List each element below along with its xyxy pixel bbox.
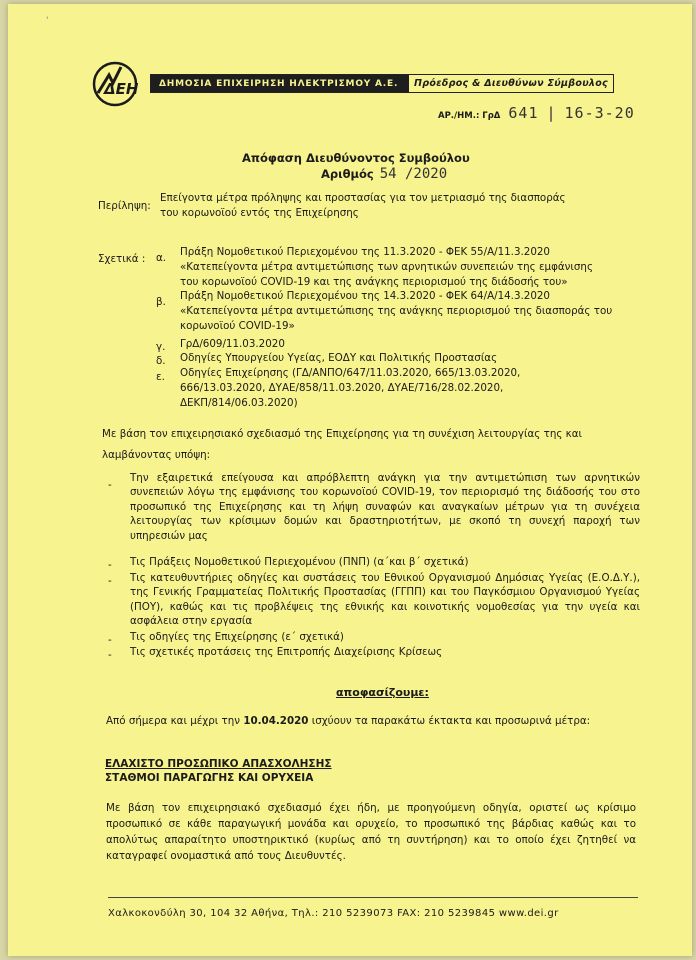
measures-intro-before: Από σήμερα και μέχρι την <box>106 715 244 727</box>
reference-line: κορωνοϊού COVID-19» <box>180 320 295 332</box>
reference-line: 666/13.03.2020, ΔΥΑΕ/858/11.03.2020, ΔΥΑΕ/716/28.02.2020, <box>180 382 504 394</box>
footer-divider <box>108 897 638 898</box>
reference-line: «Κατεπείγοντα μέτρα αντιμετώπισης της ανάγκης περιορισμού της διασποράς του <box>180 305 613 317</box>
decision-number-label: Αριθμός <box>321 167 374 181</box>
section-heading-minimum-staff: ΕΛΑΧΙΣΤΟ ΠΡΟΣΩΠΙΚΟ ΑΠΑΣΧΟΛΗΣΗΣ <box>105 758 332 770</box>
organization-name: ΔΗΜΟΣΙΑ ΕΠΙΧΕΙΡΗΣΗ ΗΛΕΚΤΡΙΣΜΟΥ Α.Ε. <box>151 75 409 92</box>
measures-intro-after: ισχύουν τα παρακάτω έκτακτα και προσωρινά μέτρα: <box>308 715 591 727</box>
reference-item <box>180 366 630 411</box>
reference-item <box>180 337 630 352</box>
reference-line: ΓρΔ/609/11.03.2020 <box>180 338 285 350</box>
reference-line: του κορωνοϊού COVID-19 και της ανάγκης περιορισμού της διάδοσής του» <box>180 276 568 288</box>
reference-letter: β. <box>156 296 166 308</box>
validity-date: 10.04.2020 <box>243 715 309 727</box>
decision-number-value: 54 /2020 <box>379 166 448 182</box>
logo-text: ΔΕΗ <box>104 80 139 98</box>
reference-line: Οδηγίες Υπουργείου Υγείας, ΕΟΔΥ και Πολιτικής Προστασίας <box>180 352 498 364</box>
summary-line: Επείγοντα μέτρα πρόληψης και προστασίας για τον μετριασμό της διασποράς <box>160 192 566 204</box>
staff-paragraph: Με βάση τον επιχειρησιακό σχεδιασμό έχει ήδη, με προηγούμενη οδηγία, οριστεί ως κρίσιμο προσωπικό σε κάθε παραγωγική μονάδα και ορυχείο, το προσωπικό της βάρδιας καθώς και το απολύτως απαραίτητο υποστηρικτικό (κυρίως από τη συντήρηση) και το οποίο έχει ζητηθεί να καταγραφεί ονομαστικά από τους Διευθυντές. <box>106 802 636 862</box>
bullet-dash: - <box>108 479 112 491</box>
reference-line: Πράξη Νομοθετικού Περιεχομένου της 11.3.2020 - ΦΕΚ 55/Α/11.3.2020 <box>180 246 550 258</box>
bullet-item: Τις Πράξεις Νομοθετικού Περιεχομένου (ΠΝΠ) (α΄και β΄ σχετικά) <box>130 556 469 568</box>
decision-heading: αποφασίζουμε: <box>336 686 429 699</box>
reference-item <box>180 245 630 290</box>
intro-line: Με βάση τον επιχειρησιακό σχεδιασμό της Επιχείρησης για τη συνέχιση λειτουργίας της και <box>102 428 582 440</box>
dei-logo <box>90 59 140 109</box>
page-mark: ' <box>46 16 49 26</box>
bullet-item: Τις οδηγίες της Επιχείρησης (ε΄ σχετικά) <box>130 631 344 643</box>
summary-text <box>160 191 610 221</box>
office-role: Πρόεδρος & Διευθύνων Σύμβουλος <box>414 78 608 89</box>
letterhead-bar <box>150 74 614 93</box>
reference-line: Πράξη Νομοθετικού Περιεχομένου της 14.3.2020 - ΦΕΚ 64/Α/14.3.2020 <box>180 290 550 302</box>
measures-intro-paragraph <box>106 711 636 732</box>
reference-line: ΔΕΚΠ/814/06.03.2020) <box>180 397 298 409</box>
reference-item <box>180 289 630 334</box>
reference-letter: ε. <box>156 371 165 383</box>
reference-letter: γ. <box>156 341 166 353</box>
protocol-number: 641 <box>508 104 539 122</box>
intro-line: λαμβάνοντας υπόψη: <box>102 449 211 461</box>
protocol-separator: | <box>546 104 557 122</box>
bullet-dash: - <box>108 634 112 646</box>
footer-contact: Χαλκοκονδύλη 30, 104 32 Αθήνα, Τηλ.: 210 5239073 FAX: 210 5239845 www.dei.gr <box>108 908 559 919</box>
bullet-item: Την εξαιρετικά επείγουσα και απρόβλεπτη ανάγκη για την αντιμετώπιση των αρνητικών συνεπειών λόγω της εμφάνισης του κορωνοϊού COVID-19, τον περιορισμό της διάδοσής του στο προσωπικό της Επιχείρησης και τη λήψη συναφών και αναγκαίων μέτρων για τη συνέχεια λειτουργίας των κρίσιμων δομών και δραστηριοτήτων, με σκοπό τη συνεχή παροχή των υπηρεσιών μας <box>130 472 640 542</box>
bullet-dash: - <box>108 559 112 571</box>
bullet-item: Τις σχετικές προτάσεις της Επιτροπής Διαχείρισης Κρίσεως <box>130 646 443 658</box>
decision-number <box>321 166 447 182</box>
protocol-stamp <box>438 104 635 122</box>
protocol-label: ΑΡ./ΗΜ.: ΓρΔ <box>438 111 501 121</box>
relevant-label: Σχετικά : <box>98 253 146 265</box>
summary-line: του κορωνοϊού εντός της Επιχείρησης <box>160 207 359 219</box>
section-subheading-stations: ΣΤΑΘΜΟΙ ΠΑΡΑΓΩΓΗΣ ΚΑΙ ΟΡΥΧΕΙΑ <box>105 772 314 784</box>
document-page <box>8 4 692 956</box>
reference-line: «Κατεπείγοντα μέτρα αντιμετώπισης των αρνητικών συνεπειών της εμφάνισης <box>180 261 594 273</box>
reference-item <box>180 351 630 366</box>
bullet-dash: - <box>108 575 112 587</box>
intro-paragraph <box>102 424 632 466</box>
summary-label: Περίληψη: <box>98 200 151 212</box>
reference-line: Οδηγίες Επιχείρησης (ΓΔ/ΑΝΠΟ/647/11.03.2020, 665/13.03.2020, <box>180 367 521 379</box>
reference-letter: α. <box>156 252 167 264</box>
document-title: Απόφαση Διευθύνοντος Συμβούλου <box>242 151 470 165</box>
bullet-dash: - <box>108 649 112 661</box>
reference-letter: δ. <box>156 355 166 367</box>
bullet-item: Τις κατευθυντήριες οδηγίες και συστάσεις του Εθνικού Οργανισμού Δημόσιας Υγείας (Ε.Ο.Δ.Υ.), της Γενικής Γραμματείας Πολιτικής Προστασίας (ΓΓΠΠ) και του Παγκόσμιου Οργανισμού Υγείας (ΠΟΥ), καθώς και τις προβλέψεις της εθνικής και κοινοτικής νομοθεσίας για την υγεία και ασφάλεια στην εργασία <box>130 572 640 628</box>
protocol-date: 16-3-20 <box>564 104 635 122</box>
